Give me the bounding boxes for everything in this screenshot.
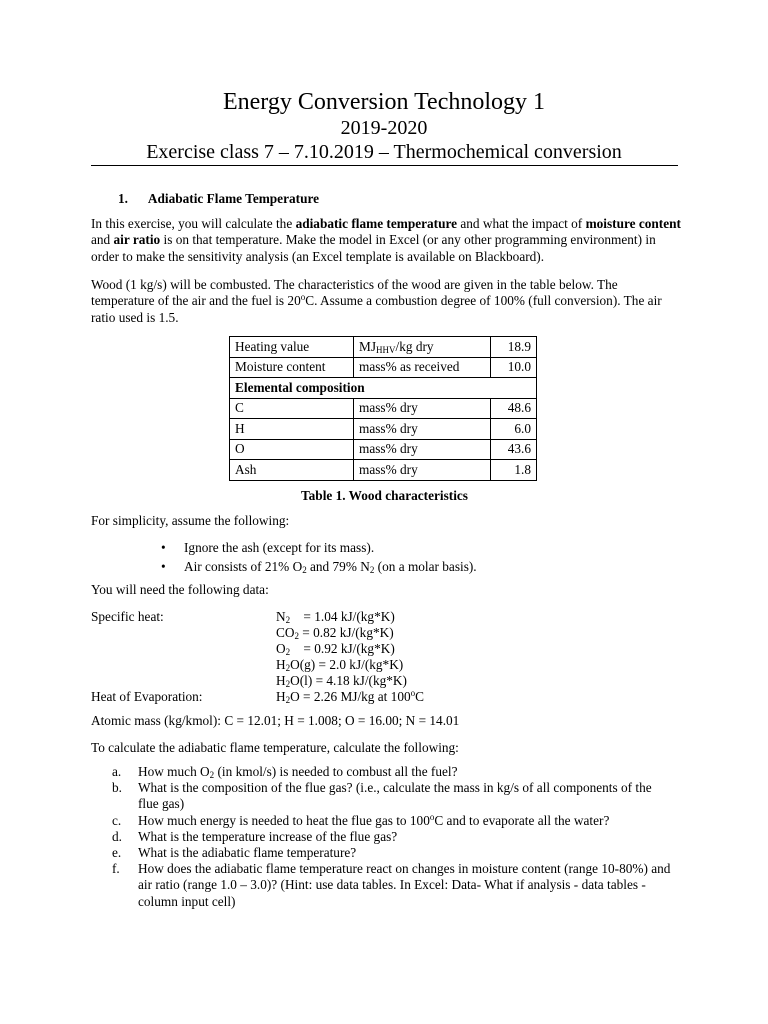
table-row xyxy=(230,419,537,440)
item-text: and 79% N xyxy=(306,559,370,574)
intro-bold-moisture: moisture content xyxy=(585,216,681,231)
degree-mark: o xyxy=(429,811,435,822)
header-rule xyxy=(91,165,678,166)
value: = 0.82 kJ/(kg*K) xyxy=(298,625,394,640)
table-cell: mass% dry xyxy=(354,398,491,419)
wood-text: C. Assume a combustion degree of 100% (full conversion). The air ratio used is 1.5. xyxy=(91,293,662,325)
table-cell: Ash xyxy=(230,460,354,481)
wood-text: Wood (1 kg/s) will be combusted. The characteristics of the wood are given in the table below. The temperature of the air and the fuel is 20 xyxy=(91,277,618,309)
evaporation-label: Heat of Evaporation: xyxy=(91,689,203,704)
list-item: • Ignore the ash (except for its mass). xyxy=(161,538,477,557)
academic-year: 2019-2020 xyxy=(340,117,428,139)
intro-bold-aft: adiabatic flame temperature xyxy=(295,216,458,231)
item-text: Air consists of 21% O xyxy=(184,559,303,574)
formula-sub: 2 xyxy=(294,631,299,641)
item-text: What is the adiabatic flame temperature? xyxy=(138,845,357,861)
value: C xyxy=(415,689,425,704)
item-text: How much energy is needed to heat the flue gas to 100 xyxy=(138,812,430,828)
unit-text: /kg dry xyxy=(395,338,434,354)
list-marker: c. xyxy=(112,812,122,828)
evaporation-value xyxy=(276,689,424,705)
formula-sub: 2 xyxy=(285,647,291,657)
table-cell: 10.0 xyxy=(491,357,537,378)
list-item xyxy=(112,764,672,780)
table-cell: 1.8 xyxy=(491,460,537,481)
value: O = 2.26 MJ/kg at 100 xyxy=(290,689,411,704)
item-text: How does the adiabatic flame temperature react on changes in moisture content (range 10-80%) and air ratio (range 1.0 – 3.0)? (Hint: use data tables. In Excel: Data- What if analysis - data tables - column input cell) xyxy=(138,861,671,909)
intro-text: and xyxy=(91,232,114,248)
assumptions-intro: For simplicity, assume the following: xyxy=(91,513,290,528)
section-title: Adiabatic Flame Temperature xyxy=(147,191,320,206)
table-group-header: Elemental composition xyxy=(230,378,537,399)
table-cell: 43.6 xyxy=(491,439,537,460)
table-cell: Moisture content xyxy=(230,357,354,378)
table-cell xyxy=(354,337,491,358)
item-text: How much O xyxy=(138,764,210,779)
item-text: What is the temperature increase of the flue gas? xyxy=(138,828,398,844)
table-cell: mass% as received xyxy=(354,357,491,378)
tasks-list xyxy=(112,764,672,910)
formula: O xyxy=(276,641,286,656)
formula-sub: 2 xyxy=(285,695,291,705)
item-text: (on a molar basis). xyxy=(374,559,477,574)
formula: N xyxy=(276,609,286,624)
item-text: (in kmol/s) is needed to combust all the fuel? xyxy=(214,764,458,779)
cp-co2 xyxy=(276,625,394,641)
unit-sub: HHV xyxy=(376,344,396,355)
formula-sub: 2 xyxy=(285,679,291,689)
list-item xyxy=(112,813,672,829)
data-intro: You will need the following data: xyxy=(91,582,269,597)
table-cell: H xyxy=(230,419,354,440)
wood-paragraph xyxy=(91,277,681,326)
table-cell: 6.0 xyxy=(491,419,537,440)
table-row xyxy=(230,439,537,460)
item-text: What is the composition of the flue gas? (i.e., calculate the mass in kg/s of all components of the flue gas) xyxy=(138,780,652,812)
formula-sub: 2 xyxy=(285,615,291,625)
formula: H xyxy=(276,689,286,704)
table-cell: Heating value xyxy=(230,337,354,358)
atomic-mass: Atomic mass (kg/kmol): C = 12.01; H = 1.008; O = 16.00; N = 14.01 xyxy=(91,713,460,728)
list-marker: e. xyxy=(112,845,122,861)
list-marker: a. xyxy=(112,764,122,779)
cp-n2 xyxy=(276,609,395,625)
tasks-intro: To calculate the adiabatic flame temperature, calculate the following: xyxy=(91,740,459,755)
table-row xyxy=(230,337,537,358)
assumptions-list xyxy=(161,538,477,576)
list-item xyxy=(112,780,672,812)
wood-characteristics-table xyxy=(229,336,537,481)
intro-bold-air-ratio: air ratio xyxy=(113,232,161,248)
intro-text: is on that temperature. Make the model in Excel (or any other programming environment) in order to make the sensitivity analysis (an Excel template is available on Blackboard). xyxy=(91,232,656,264)
exercise-subtitle: Exercise class 7 – 7.10.2019 – Thermochemical conversion xyxy=(146,141,622,163)
formula: H xyxy=(276,673,286,688)
list-item xyxy=(112,829,672,845)
table-cell: mass% dry xyxy=(354,460,491,481)
formula: H xyxy=(276,657,286,672)
table-row xyxy=(230,398,537,419)
table-row xyxy=(230,460,537,481)
list-marker: f. xyxy=(112,861,120,877)
cp-o2 xyxy=(276,641,395,657)
course-title: Energy Conversion Technology 1 xyxy=(222,89,546,115)
list-item xyxy=(112,845,672,861)
specific-heat-label: Specific heat: xyxy=(91,609,164,624)
value: = 1.04 kJ/(kg*K) xyxy=(290,609,395,624)
table-cell: O xyxy=(230,439,354,460)
value: = 0.92 kJ/(kg*K) xyxy=(290,641,395,656)
list-item xyxy=(161,557,477,576)
section-heading xyxy=(118,191,319,207)
item-sub: 2 xyxy=(369,565,375,575)
table-cell: 18.9 xyxy=(491,337,537,358)
formula-sub: 2 xyxy=(285,663,291,673)
list-marker: d. xyxy=(112,828,122,844)
table-cell: C xyxy=(230,398,354,419)
degree-mark: o xyxy=(300,292,306,303)
intro-text: In this exercise, you will calculate the xyxy=(91,216,296,231)
table-row xyxy=(230,357,537,378)
list-marker: b. xyxy=(112,780,122,796)
table-row xyxy=(230,378,537,399)
value: O(l) = 4.18 kJ/(kg*K) xyxy=(290,673,407,688)
intro-text: and what the impact of xyxy=(457,216,586,231)
item-text: C and to evaporate all the water? xyxy=(434,812,610,828)
table-cell: 48.6 xyxy=(491,398,537,419)
cp-h2o-gas xyxy=(276,657,403,673)
item-sub: 2 xyxy=(302,565,307,575)
table-cell: mass% dry xyxy=(354,439,491,460)
table-cell: mass% dry xyxy=(354,419,491,440)
value: O(g) = 2.0 kJ/(kg*K) xyxy=(290,657,404,672)
list-item xyxy=(112,861,672,910)
cp-h2o-liquid xyxy=(276,673,407,689)
item-sub: 2 xyxy=(209,770,215,780)
intro-paragraph xyxy=(91,216,681,265)
table-caption: Table 1. Wood characteristics xyxy=(301,488,468,503)
formula: CO xyxy=(276,625,295,640)
section-number: 1. xyxy=(118,191,128,206)
degree-mark: o xyxy=(410,688,416,698)
unit-text: MJ xyxy=(359,338,376,354)
